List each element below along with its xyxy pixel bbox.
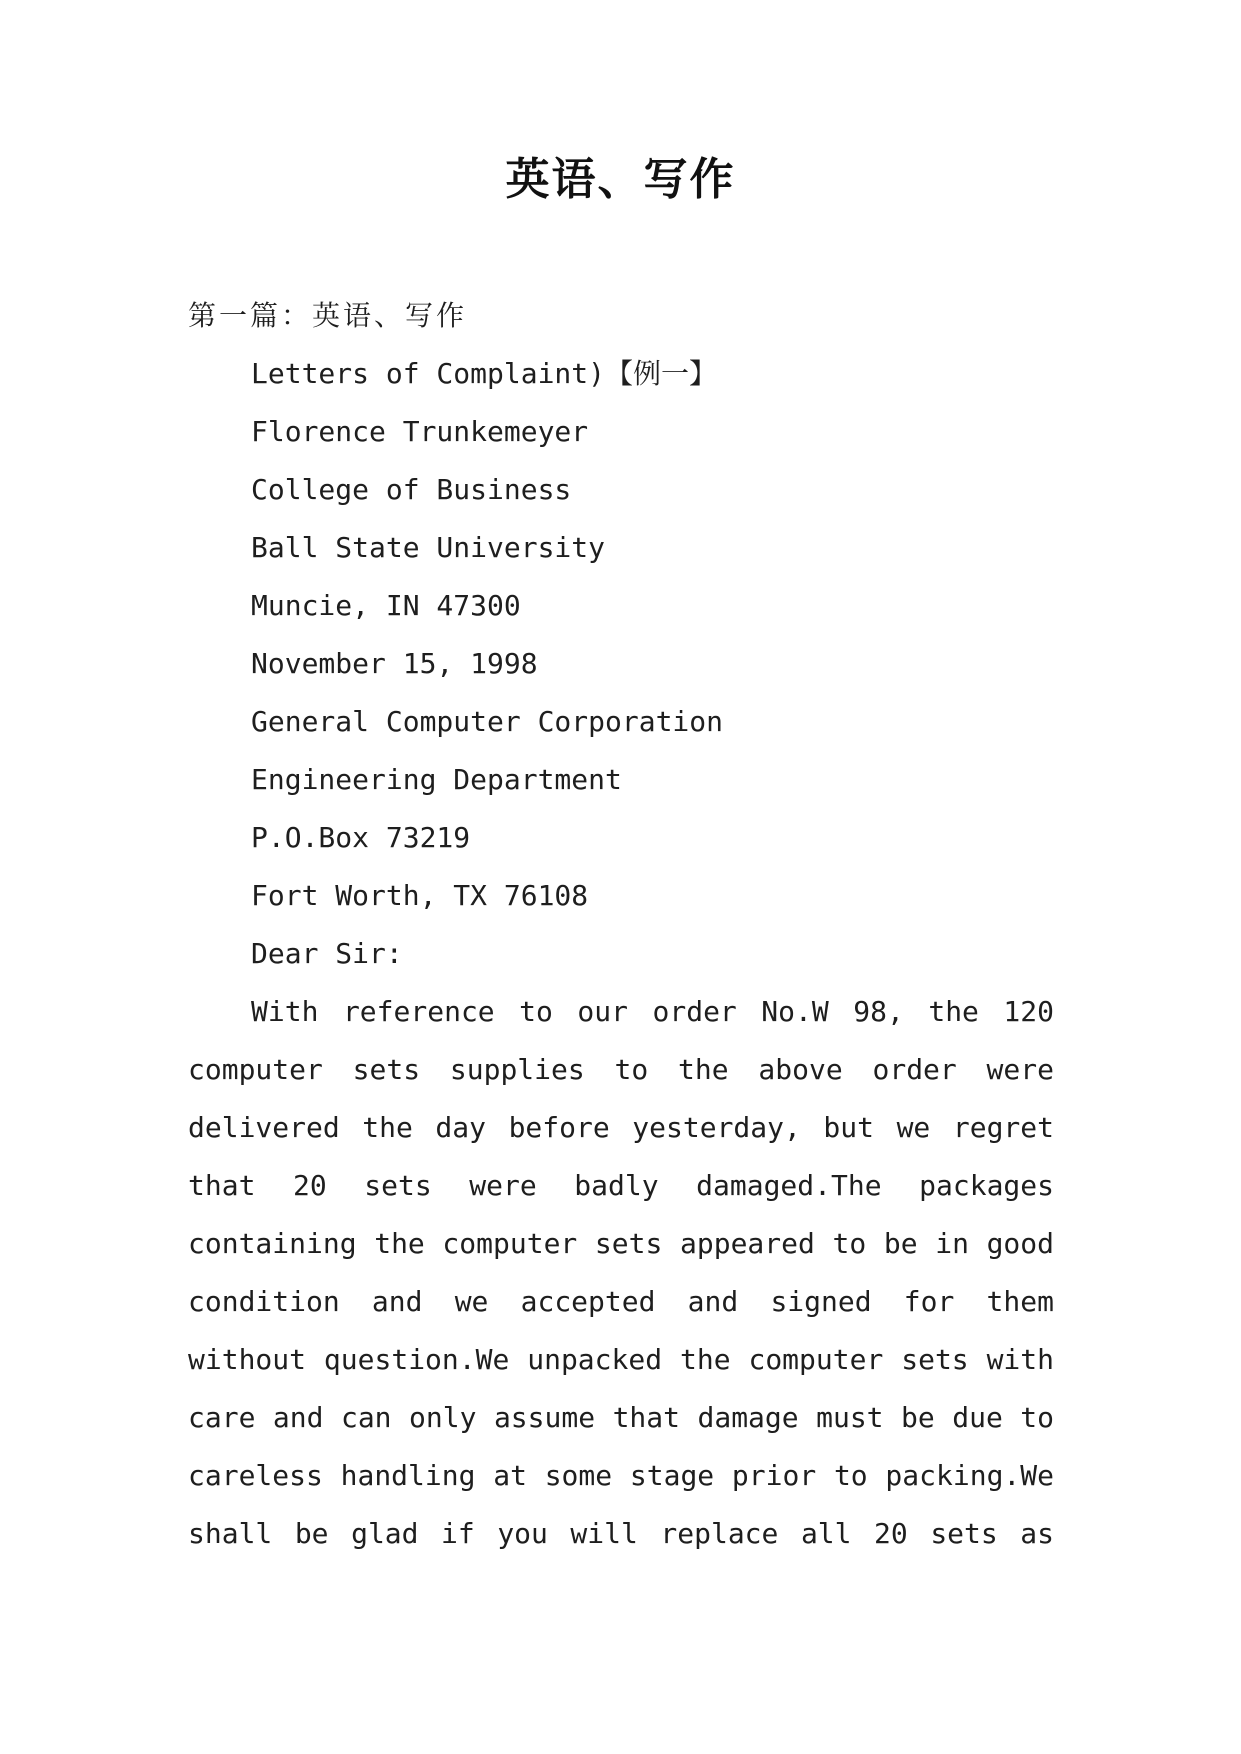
address-block: [188, 345, 1054, 983]
body-line: careless handling at some stage prior to packing.We: [188, 1459, 1054, 1492]
sender-name: Florence Trunkemeyer: [251, 415, 589, 448]
body-line: that 20 sets were badly damaged.The packages: [188, 1169, 1054, 1202]
body-line: delivered the day before yesterday, but we regret: [188, 1111, 1054, 1144]
letter-date: November 15, 1998: [251, 647, 538, 680]
body-line: shall be glad if you will replace all 20 sets as: [188, 1517, 1054, 1550]
section-heading: 第一篇：英语、写作: [188, 299, 468, 332]
body-line: condition and we accepted and signed for them: [188, 1285, 1054, 1318]
body-line: without question.We unpacked the computer sets with: [188, 1343, 1054, 1376]
sender-college: College of Business: [251, 473, 572, 506]
recipient-department: Engineering Department: [251, 763, 622, 796]
body-line: containing the computer sets appeared to be in good: [188, 1227, 1054, 1260]
salutation: Dear Sir:: [251, 937, 403, 970]
body-line: computer sets supplies to the above order were: [188, 1053, 1054, 1086]
document-title: 英语、写作: [505, 154, 736, 205]
sender-city: Muncie, IN 47300: [251, 589, 521, 622]
body-line: care and can only assume that damage must be due to: [188, 1401, 1054, 1434]
recipient-company: General Computer Corporation: [251, 705, 724, 738]
document-content: [188, 287, 1054, 1563]
recipient-city: Fort Worth, TX 76108: [251, 879, 589, 912]
letter-type-line: Letters of Complaint)【例一】: [251, 357, 718, 390]
sender-university: Ball State University: [251, 531, 606, 564]
recipient-po-box: P.O.Box 73219: [251, 821, 471, 854]
body-line: With reference to our order No.W 98, the 120: [251, 995, 1054, 1028]
letter-body: [188, 983, 1054, 1563]
